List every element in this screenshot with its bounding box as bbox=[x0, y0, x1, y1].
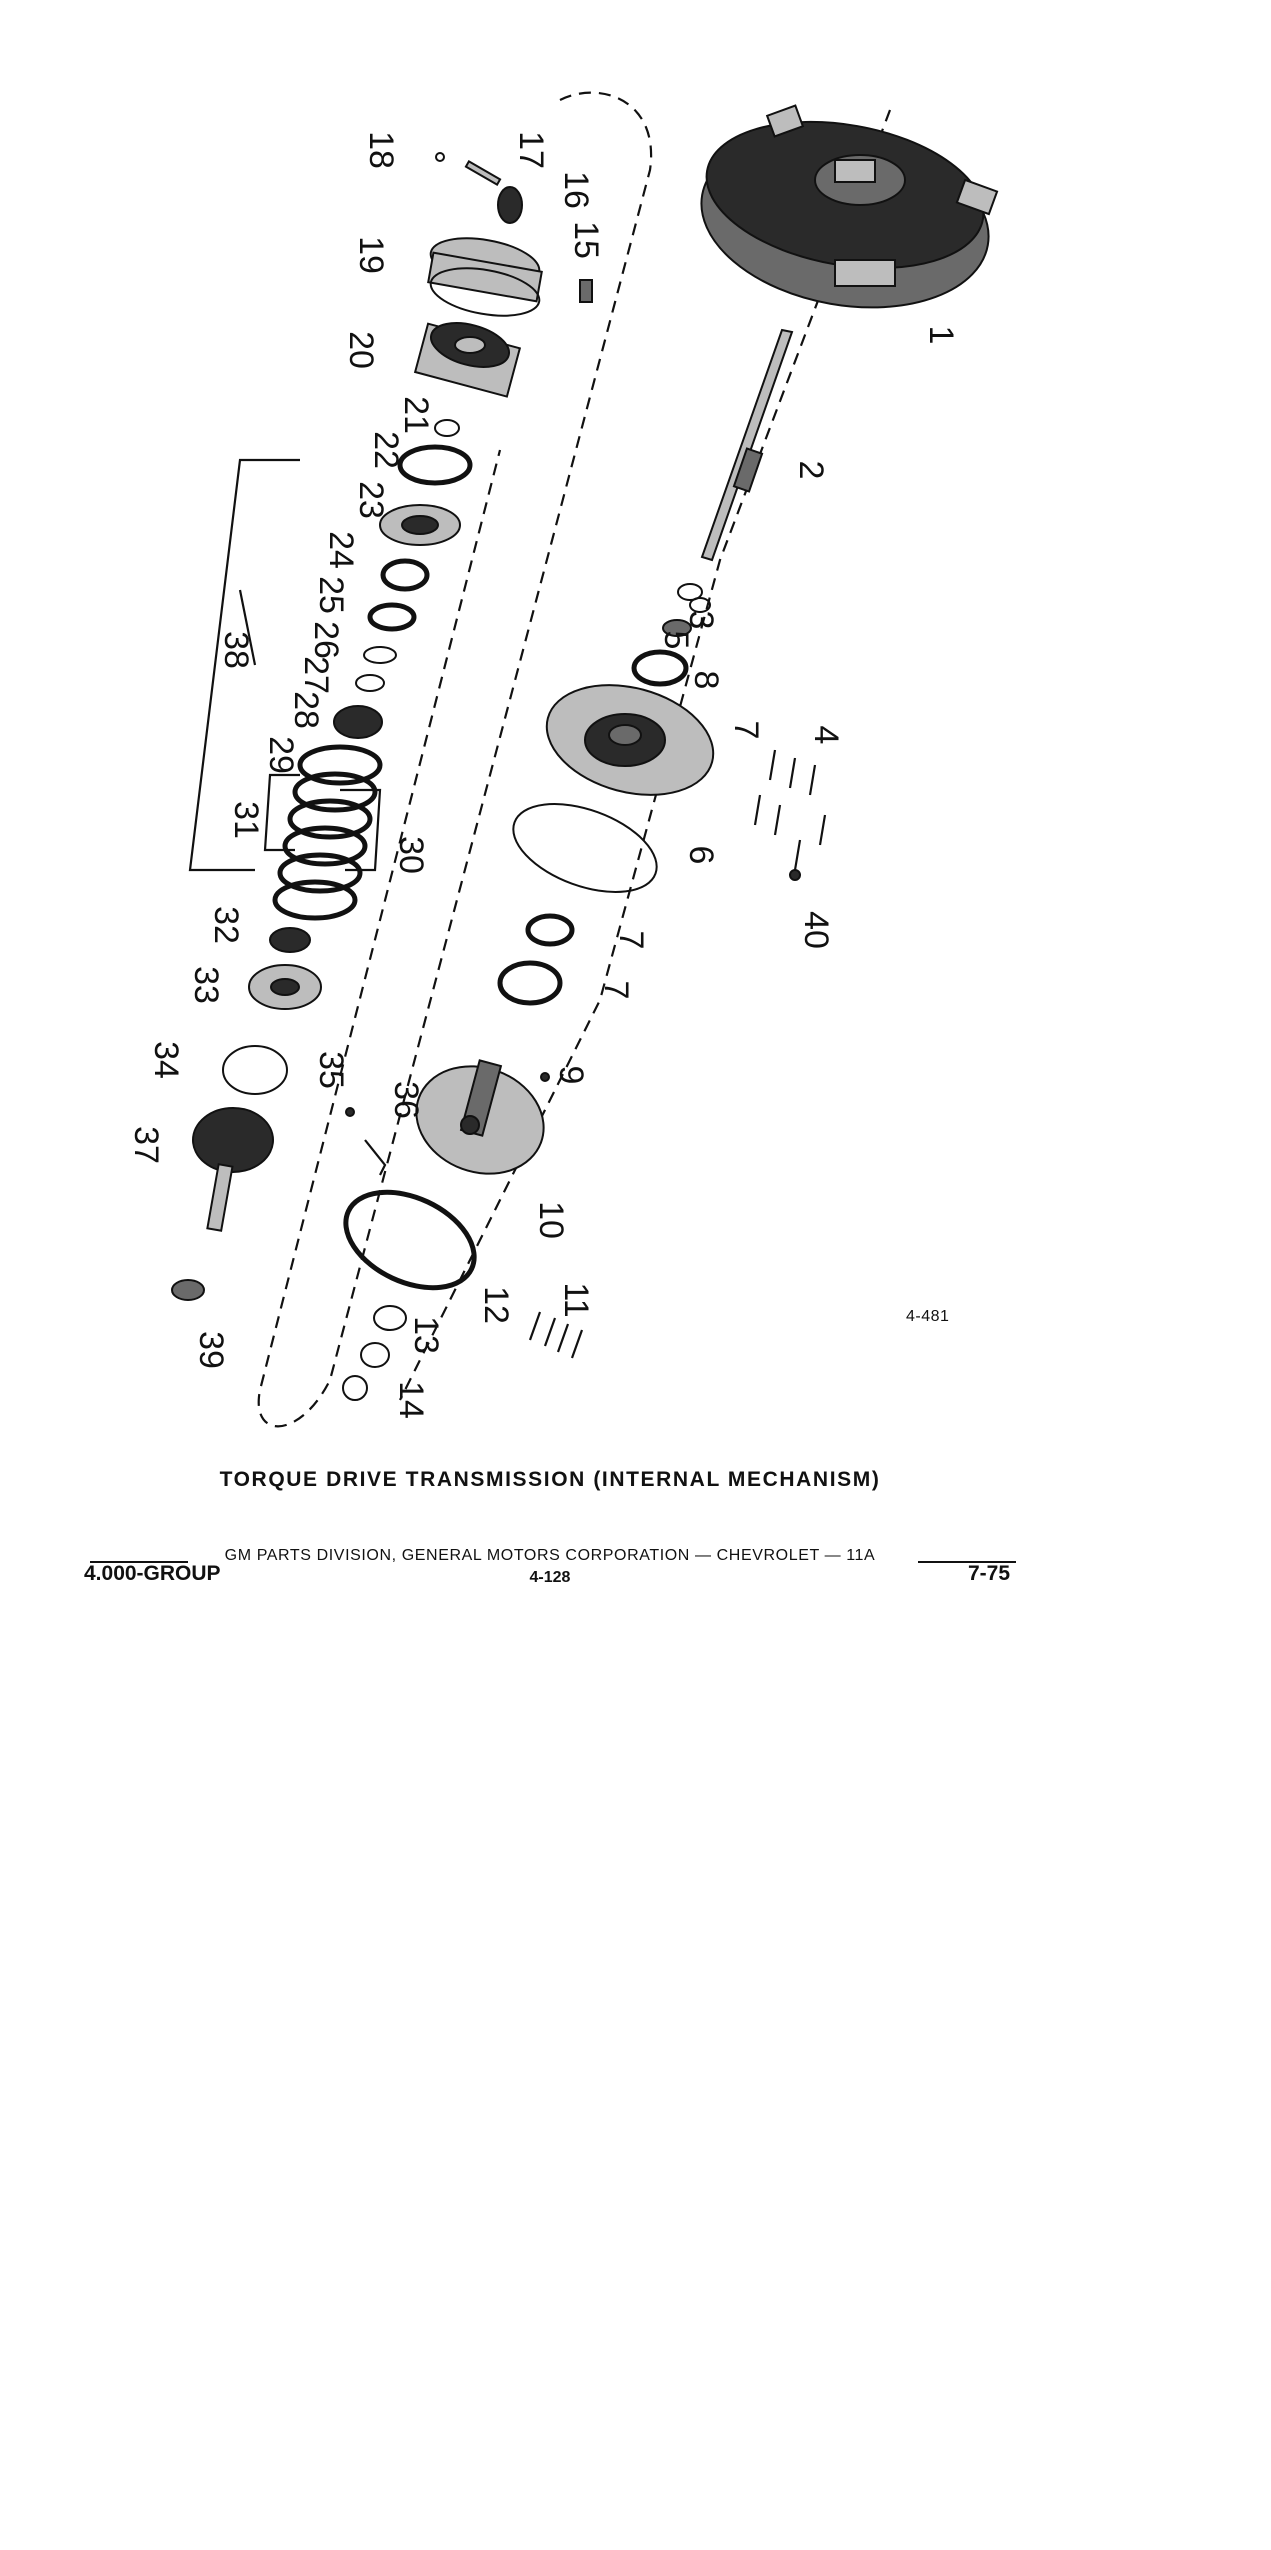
callout-30: 30 bbox=[392, 836, 430, 874]
callout-14: 14 bbox=[392, 1381, 430, 1419]
turbine-shaft bbox=[702, 330, 792, 560]
spring-15 bbox=[580, 280, 592, 302]
callout-7: 7 bbox=[612, 930, 650, 950]
washer-32 bbox=[270, 928, 310, 952]
spring-24 bbox=[383, 561, 427, 589]
callout-11: 11 bbox=[557, 1282, 595, 1318]
callout-3: 3 bbox=[682, 610, 720, 630]
callout-32: 32 bbox=[207, 906, 245, 944]
callout-25: 25 bbox=[312, 576, 350, 614]
figure-reference: 4-481 bbox=[906, 1308, 950, 1325]
lever-16 bbox=[498, 187, 522, 223]
pin-9 bbox=[541, 1073, 549, 1081]
callout-7: 7 bbox=[597, 980, 635, 1000]
callout-23: 23 bbox=[352, 481, 390, 519]
callout-40: 40 bbox=[797, 911, 835, 949]
callout-1: 1 bbox=[922, 325, 960, 345]
footer-group-number: 4.000-GROUP bbox=[84, 1562, 221, 1585]
pump-gear-inner bbox=[528, 916, 572, 944]
bolts-11 bbox=[530, 1312, 582, 1358]
callout-7: 7 bbox=[727, 720, 765, 740]
callout-2: 2 bbox=[792, 460, 830, 480]
callout-12: 12 bbox=[477, 1286, 515, 1324]
washer-39 bbox=[172, 1280, 204, 1300]
callout-33: 33 bbox=[187, 966, 225, 1004]
drum-33 bbox=[249, 965, 321, 1009]
callout-39: 39 bbox=[192, 1331, 230, 1369]
footer-date: 7-75 bbox=[968, 1562, 1011, 1585]
callout-18: 18 bbox=[362, 131, 400, 169]
drum-20 bbox=[415, 315, 520, 396]
callout-19: 19 bbox=[352, 236, 390, 274]
stator-support bbox=[401, 1049, 559, 1191]
callout-9: 9 bbox=[552, 1065, 590, 1085]
callout-17: 17 bbox=[512, 131, 550, 169]
o-ring-6 bbox=[502, 787, 669, 910]
seal-22 bbox=[400, 447, 470, 483]
plug-40 bbox=[790, 870, 800, 880]
torque-converter bbox=[687, 102, 1002, 329]
callout-labels bbox=[127, 131, 960, 1419]
callout-10: 10 bbox=[532, 1201, 570, 1239]
band-19 bbox=[427, 231, 543, 323]
piston-23 bbox=[380, 505, 460, 545]
pin-17 bbox=[466, 161, 500, 184]
ball-35 bbox=[346, 1108, 354, 1116]
ring-14a bbox=[361, 1343, 389, 1367]
hub-28 bbox=[334, 706, 382, 738]
callout-37: 37 bbox=[127, 1126, 165, 1164]
callout-20: 20 bbox=[342, 331, 380, 369]
callout-5: 5 bbox=[657, 630, 695, 650]
planet-carrier-37 bbox=[193, 1108, 273, 1231]
callout-26: 26 bbox=[307, 621, 345, 659]
callout-34: 34 bbox=[147, 1041, 185, 1079]
clip-36 bbox=[365, 1140, 385, 1175]
callout-36: 36 bbox=[387, 1081, 425, 1119]
callout-16: 16 bbox=[557, 171, 595, 209]
footer-page-number: 4-128 bbox=[529, 1569, 571, 1586]
front-seal-8 bbox=[634, 652, 686, 684]
callout-21: 21 bbox=[397, 396, 435, 434]
callout-8: 8 bbox=[687, 670, 725, 690]
figure-caption: TORQUE DRIVE TRANSMISSION (INTERNAL MECHANISM) bbox=[219, 1468, 881, 1491]
ball-18 bbox=[436, 153, 444, 161]
ring-34 bbox=[223, 1046, 287, 1094]
snap-ring-21 bbox=[435, 420, 459, 436]
callout-24: 24 bbox=[322, 531, 360, 569]
callout-35: 35 bbox=[312, 1051, 350, 1089]
callout-31: 31 bbox=[227, 801, 265, 839]
gasket-12 bbox=[331, 1173, 490, 1307]
callout-4: 4 bbox=[807, 725, 845, 745]
callout-6: 6 bbox=[682, 845, 720, 865]
callout-29: 29 bbox=[262, 736, 300, 774]
callout-22: 22 bbox=[367, 431, 405, 469]
ring-13 bbox=[374, 1306, 406, 1330]
callout-28: 28 bbox=[287, 691, 325, 729]
retainer-25 bbox=[370, 605, 414, 629]
ring-27 bbox=[356, 675, 384, 691]
footer-publisher-line: GM PARTS DIVISION, GENERAL MOTORS CORPORATION — CHEVROLET — 11A bbox=[224, 1547, 876, 1564]
ring-14b bbox=[343, 1376, 367, 1400]
callout-13: 13 bbox=[407, 1316, 445, 1354]
callout-27: 27 bbox=[297, 656, 335, 694]
callout-15: 15 bbox=[567, 221, 605, 259]
bolts-4 bbox=[755, 750, 825, 870]
snap-ring-26 bbox=[364, 647, 396, 663]
callout-38: 38 bbox=[217, 631, 255, 669]
pump-gear-outer bbox=[500, 963, 560, 1003]
